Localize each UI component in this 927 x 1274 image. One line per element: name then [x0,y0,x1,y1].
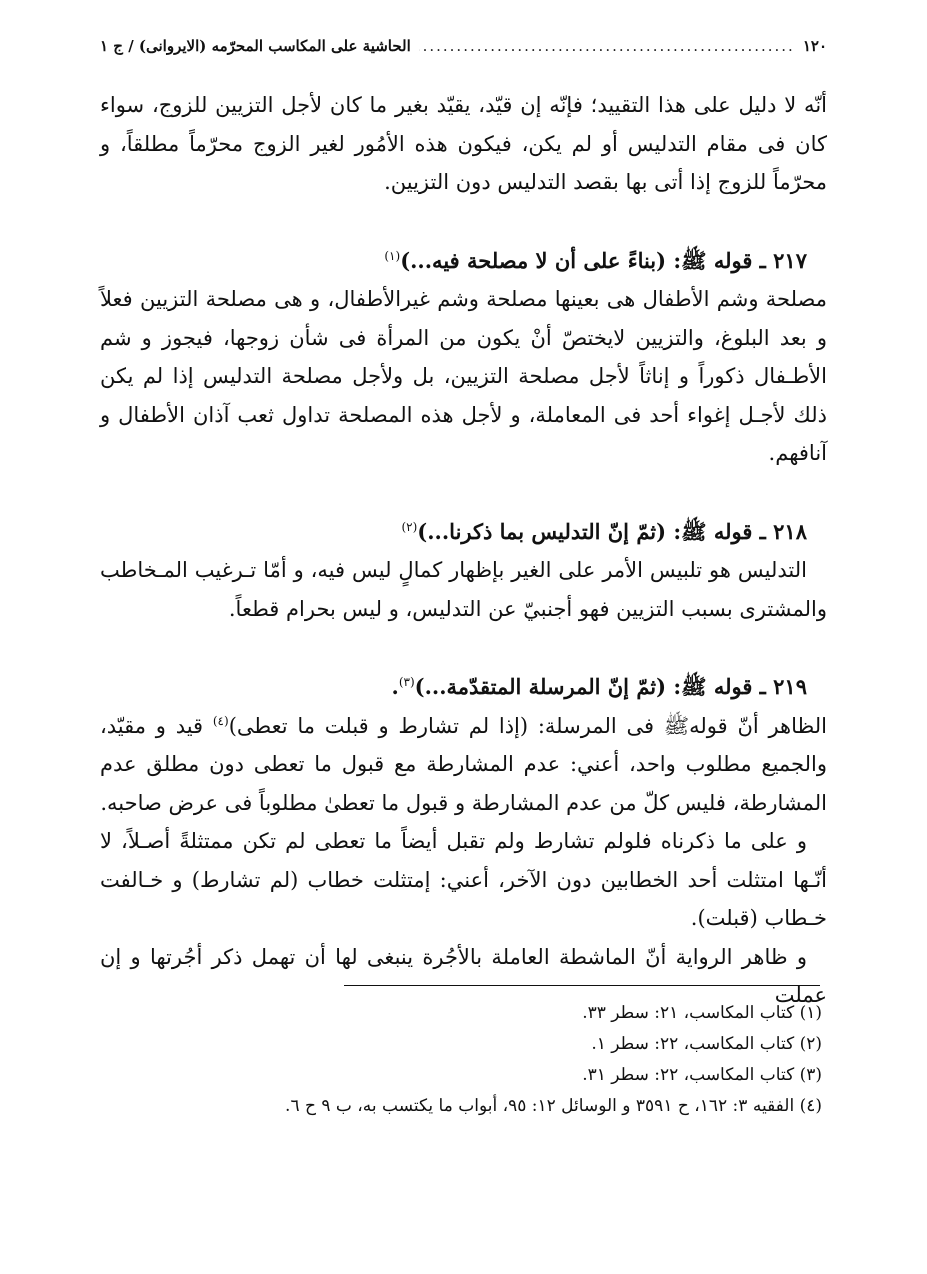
heading-217-text: ٢١٧ ـ قوله ﷺ: (بناءً على أن لا مصلحة فيه...) [400,247,807,273]
footnote-ref-2[interactable]: (٢) [401,519,418,534]
footnotes [100,998,822,1122]
paragraph-218: التدليس هو تلبيس الأمر على الغير بإظهار كمالٍ ليس فيه، و أمّا تـرغيب المـخاطب والمشترى بسبب التزيين فهو أجنبيّ عن التدليس، و ليس بحرام قطعاً. [100,558,827,621]
footnote-1: (١) كتاب المكاسب، ٢١: سطر ٣٣. [582,1003,822,1023]
running-header [100,28,827,64]
paragraph-219a [100,707,827,823]
paragraph-219c: و ظاهر الرواية أنّ الماشطة العاملة بالأجُرة ينبغى لها أن تهمل ذكر أجُرتها و إن عملت [100,944,827,1007]
paragraph-219b: و على ما ذكرناه فلولم تشارط ولم تقبل أيضاً ما تعطى لم تكن ممتثلةً أصـلاً، لا أنّـها امتثلت أحد الخطابين دون الآخر، أعني: إمتثلت خطاب (لم تشارط) و خـالفت خـطاب (قبلت). [100,829,827,930]
paragraph-217: مصلحة وشم الأطفال هى بعينها مصلحة وشم غيرالأطفال، و هى مصلحة التزيين فعلاً و بعد البلوغ، والتزيين لايختصّ أنْ يكون من المرأة فى شأن زوجها، فيجوز و شم الأطـفال ذكوراً و إناثاً لأجل مصلحة التزيين، بل ولأجل مصلحة التدليس إذا لم يكن ذلك لأجـل إغواء أحد فى المعاملة، و لأجل هذه المصلحة تداول ثعب آذان الأطفال و آنافهم. [100,287,827,465]
heading-219-text: ٢١٩ ـ قوله ﷺ: (ثمّ إنّ المرسلة المتقدّمة...) [414,674,807,699]
footnote-divider [344,985,820,986]
footnote-3: (٣) كتاب المكاسب، ٢٢: سطر ٣١. [582,1065,822,1085]
footnote-2: (٢) كتاب المكاسب، ٢٢: سطر ١. [591,1034,822,1054]
page-number: ١٢٠ [802,37,827,55]
running-title: الحاشية على المكاسب المحرّمه (الايروانى) / ج ١ [100,37,411,55]
heading-218 [100,513,827,552]
footnote-ref-3[interactable]: (٣) [398,675,415,689]
footnote-ref-1[interactable]: (١) [384,248,401,263]
footnote-4: (٤) الفقيه ٣: ١٦٢، ح ٣٥٩١ و الوسائل ١٢: ٩٥، أبواب ما يكتسب به، ب ٩ ح ٦. [285,1096,822,1116]
heading-217 [100,242,827,281]
footnote-ref-4[interactable]: (٤) [212,713,229,728]
heading-219-end: . [391,674,399,699]
heading-218-text: ٢١٨ ـ قوله ﷺ: (ثمّ إنّ التدليس بما ذكرنا...) [417,518,807,544]
heading-219 [100,668,827,707]
paragraph-219a-start: الظاهر أنّ قولهﷺ فى المرسلة: (إذا لم تشارط و قبلت ما تعطى) [228,713,827,738]
paragraph-intro: أنّه لا دليل على هذا التقييد؛ فإنّه إن قيّد، يقيّد بغير ما كان لأجل التزيين للزوج، سواء كان فى مقام التدليس أو لم يكن، فيكون هذه الأمُور لغير الزوج محرّماً مطلقاً، و محرّماً للزوج إذا أتى بها بقصد التدليس دون التزيين. [100,93,827,194]
leader-dots [419,37,795,55]
paragraph-219a-rest: قيد و مقيّد، والجميع مطلوب واحد، أعني: عدم المشارطة مع قبول ما تعطى دون مطلق عدم المشارطة، فليس كلّ من عدم المشارطة و قبول ما تعطىٰ مطلوباً فى عرض صاحبه. [100,713,827,815]
main-text [100,86,827,1015]
